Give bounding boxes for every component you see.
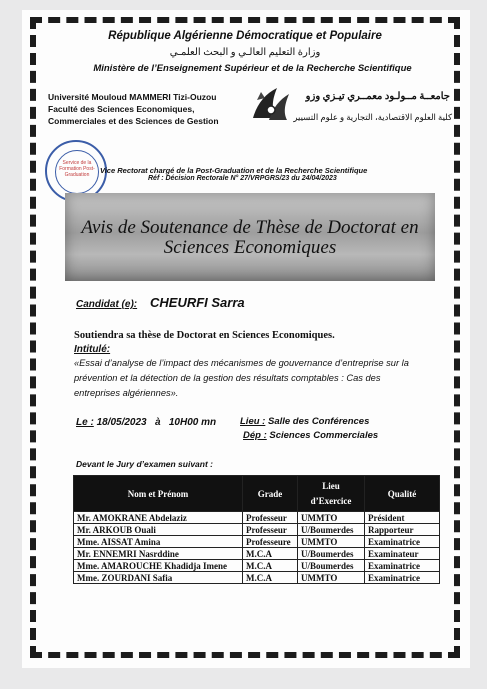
title-banner	[65, 193, 435, 281]
jury-lieu: UMMTO	[298, 512, 365, 524]
vice-rectorat: Vice Rectorat chargé de la Post-Graduation et de la Recherche Scientifique	[100, 166, 368, 175]
candidate-label: Candidat (e):	[76, 299, 138, 310]
jury-name: Mme. AISSAT Amina	[74, 536, 243, 548]
jury-qualite: Examinatrice	[365, 536, 440, 548]
jury-qualite: Rapporteur	[365, 524, 440, 536]
date-label: Le :	[76, 417, 94, 428]
jury-intro: Devant le Jury d’examen suivant :	[76, 459, 213, 469]
banner-title-line1: Avis de Soutenance de Thèse de Doctorat en	[81, 217, 419, 238]
jury-table-header	[74, 476, 440, 512]
header-grade: Grade	[243, 476, 298, 512]
jury-lieu: U/Boumerdes	[298, 560, 365, 572]
header-lieu: Lieu d’Exercice	[298, 476, 365, 512]
banner-title-line2: Sciences Economiques	[163, 237, 337, 258]
jury-name: Mr. AMOKRANE Abdelaziz	[74, 512, 243, 524]
jury-grade: M.C.A	[243, 560, 298, 572]
jury-lieu: U/Boumerdes	[298, 548, 365, 560]
faculty-name-ar: كلية العلوم الاقتصادية، التجارية و علوم التسيير	[293, 112, 452, 122]
faculty-name-fr-2: Commerciales et des Sciences de Gestion	[48, 116, 219, 126]
university-name-fr: Université Mouloud MAMMERI Tizi-Ouzou	[48, 92, 217, 102]
republic-title: République Algérienne Démocratique et Populaire	[108, 30, 382, 42]
jury-qualite: Examinateur	[365, 548, 440, 560]
header-qualite: Qualité	[365, 476, 440, 512]
faculty-name-fr-1: Faculté des Sciences Economiques,	[48, 104, 195, 114]
event-time: 10H00 mn	[168, 417, 217, 428]
jury-grade: Professeure	[243, 536, 298, 548]
jury-name: Mme. ZOURDANI Safia	[74, 572, 243, 584]
thesis-title-line2: prévention et la détection de la gestion des résultats comptables : Cas des	[74, 373, 381, 383]
university-logo-icon	[247, 84, 295, 124]
jury-name: Mr. ARKOUB Ouali	[74, 524, 243, 536]
jury-lieu: UMMTO	[298, 536, 365, 548]
ministry-arabic: وزارة التعليم العالـي و البحث العلمـي	[169, 47, 321, 58]
table-row	[74, 524, 440, 536]
university-name-ar: جامعــة مــولـود معمــري تيـزي وزو	[305, 91, 450, 102]
jury-grade: Professeur	[243, 512, 298, 524]
ministry-french: Ministère de l’Enseignement Supérieur et de la Recherche Scientifique	[93, 63, 412, 74]
thesis-title-line3: entreprises algériennes».	[74, 388, 179, 398]
jury-lieu: UMMTO	[298, 572, 365, 584]
jury-grade: M.C.A	[243, 572, 298, 584]
jury-qualite: Président	[365, 512, 440, 524]
event-location: Salle des Conférences	[267, 416, 370, 427]
jury-name: Mr. ENNEMRI Nasrddine	[74, 548, 243, 560]
event-department: Sciences Commerciales	[269, 430, 379, 441]
at-word: à	[154, 417, 161, 428]
event-date: 18/05/2023	[96, 417, 147, 428]
jury-table	[73, 475, 440, 584]
thesis-statement: Soutiendra sa thèse de Doctorat en Sciences Economiques.	[74, 330, 335, 341]
decision-reference: Réf : Décision Rectorale N° 27/VRPGRS/23 du 24/04/2023	[148, 175, 337, 182]
thesis-title-line1: «Essai d’analyse de l’impact des mécanismes de gouvernance d’entreprise sur la	[74, 358, 409, 368]
jury-lieu: U/Boumerdes	[298, 524, 365, 536]
jury-qualite: Examinatrice	[365, 572, 440, 584]
jury-name: Mme. AMAROUCHE Khadidja Imene	[74, 560, 243, 572]
table-row	[74, 512, 440, 524]
header-name: Nom et Prénom	[74, 476, 243, 512]
jury-grade: Professeur	[243, 524, 298, 536]
location-label: Lieu :	[240, 416, 266, 427]
candidate-name: CHEURFI Sarra	[150, 295, 245, 310]
table-row	[74, 560, 440, 572]
intitule-label: Intitulé:	[74, 344, 111, 355]
jury-grade: M.C.A	[243, 548, 298, 560]
table-row	[74, 536, 440, 548]
jury-qualite: Examinatrice	[365, 560, 440, 572]
table-row	[74, 548, 440, 560]
stamp-text: Service de la Formation Post-Graduation	[59, 160, 95, 178]
department-label: Dép :	[243, 430, 267, 441]
table-row	[74, 572, 440, 584]
